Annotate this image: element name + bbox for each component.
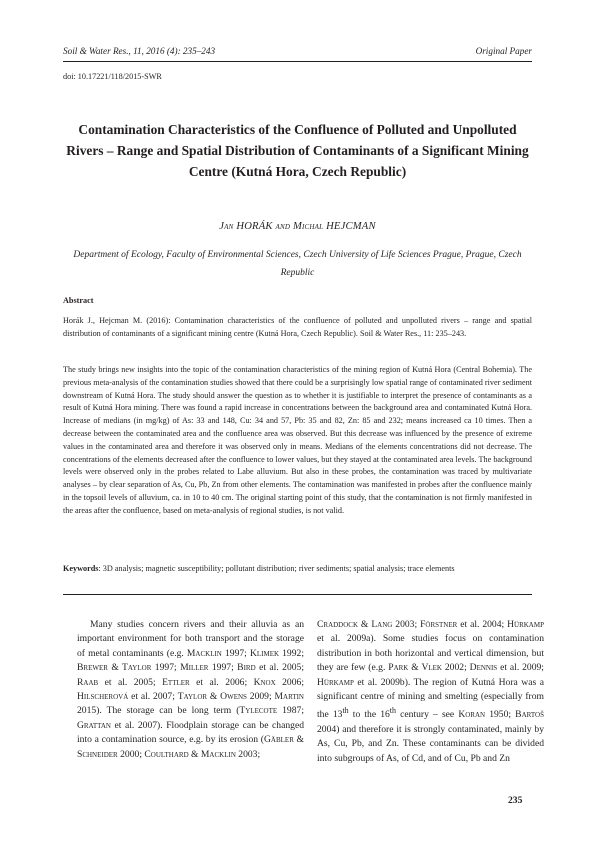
- doi: doi: 10.17221/118/2015-SWR: [63, 72, 162, 81]
- abstract-citation: Horák J., Hejcman M. (2016): Contamination characteristics of the confluence of polluted and unpolluted rivers – range and spatial distribution of contaminants of a significant mining centre (Kutná Hora, Czech Republic). Soil & Water Res., 11: 235–243.: [63, 316, 532, 338]
- section-rule: [63, 594, 532, 595]
- body-column-left: [77, 618, 304, 762]
- keywords-label: Keywords: [63, 564, 99, 573]
- affiliation: Department of Ecology, Faculty of Environmental Sciences, Czech University of Life Sciences Prague, Prague, Czech Republic: [73, 250, 522, 278]
- running-header: [63, 46, 532, 56]
- abstract-body: The study brings new insights into the topic of the contamination characteristics of the mining region of Kutná Hora (Central Bohemia). The previous meta-analysis of the contamination studies showed that there could be a surprisingly low spatial range of contaminated river sediment downstream of Kutná Hora. The study should answer the question as to whether it is justifiable to interpret the presence of contaminants as a result of Kutná Hora mining. There was found a rapid increase in concentrations between the background area and contaminated Kutná Hora. Increase of medians (in mg/kg) of As: 33 and 148, Cu: 34 and 57, Pb: 35 and 82, Zn: 85 and 232; means increased ca 10 times. Then a decrease between the contaminated area and the confluence area was observed. But this decrease was influenced by the presence of extreme values in the contaminated area and therefore it was observed only in means. Medians of the elements concentrations did not decrease. The concentrations of the elements decreased after the confluence to lower values, but they stayed at the contaminated area levels. The background levels were observed only in the probes related to Labe alluvium. But also in these probes, the contamination was traced by multivariate analyses – by clear separation of As, Cu, Pb, Zn from other elements. The contamination was manifested in probes after the confluence mainly in the topsoil levels of alluvium, ca. in 10 to 40 cm. The original starting point of this study, that the contamination is not firmly manifested in the areas after the confluence, based on meta-analysis of regional studies, is not valid.: [63, 365, 532, 515]
- intro-paragraph-continued: Craddock & Lang 2003; Förstner et al. 2004; Hürkamp et al. 2009a). Some studies focus on contamination distribution in both horizontal and vertical dimension, but they are few (e.g. Park & Vlek 2002; Dennis et al. 2009; Hürkamp et al. 2009b). The region of Kutná Hora was a significant centre of mining and smelting (especially from the 13th to the 16th century – see Koran 1950; Bartoš 2004) and therefore it is strongly contaminated, mainly by As, Cu, Pb, and Zn. These contaminants can be divided into subgroups of As, of Cd, and of Cu, Pb and Zn: [317, 619, 544, 764]
- paper-title: Contamination Characteristics of the Confluence of Polluted and Unpolluted Rivers – Range and Spatial Distribution of Contaminants of a Significant Mining Centre (Kutná Hora, Czech Republic): [66, 122, 529, 179]
- abstract-heading: Abstract: [63, 296, 94, 305]
- body-column-right: [317, 618, 544, 766]
- keywords: [63, 564, 532, 573]
- page-number: 235: [508, 795, 523, 806]
- keywords-text: : 3D analysis; magnetic susceptibility; pollutant distribution; river sediments; spatial analysis; trace elements: [98, 564, 455, 573]
- journal-citation: Soil & Water Res., 11, 2016 (4): 235–243: [63, 46, 216, 56]
- intro-paragraph: Many studies concern rivers and their alluvia as an important environment for both transport and the storage of metal contaminants (e.g. Macklin 1997; Klimek 1992; Brewer & Taylor 1997; Miller 1997; Bird et al. 2005; Raab et al. 2005; Ettler et al. 2006; Knox 2006; Hilscherová et al. 2007; Taylor & Owens 2009; Martin 2015). The storage can be long term (Tylecote 1987; Grattan et al. 2007). Floodplain storage can be changed into a contamination source, e.g. by its erosion (Gäbler & Schneider 2000; Coulthard & Macklin 2003;: [77, 619, 305, 760]
- article-type: Original Paper: [475, 46, 532, 56]
- authors: Jan HORÁK and Michal HEJCMAN: [219, 221, 376, 232]
- header-rule: [63, 61, 532, 62]
